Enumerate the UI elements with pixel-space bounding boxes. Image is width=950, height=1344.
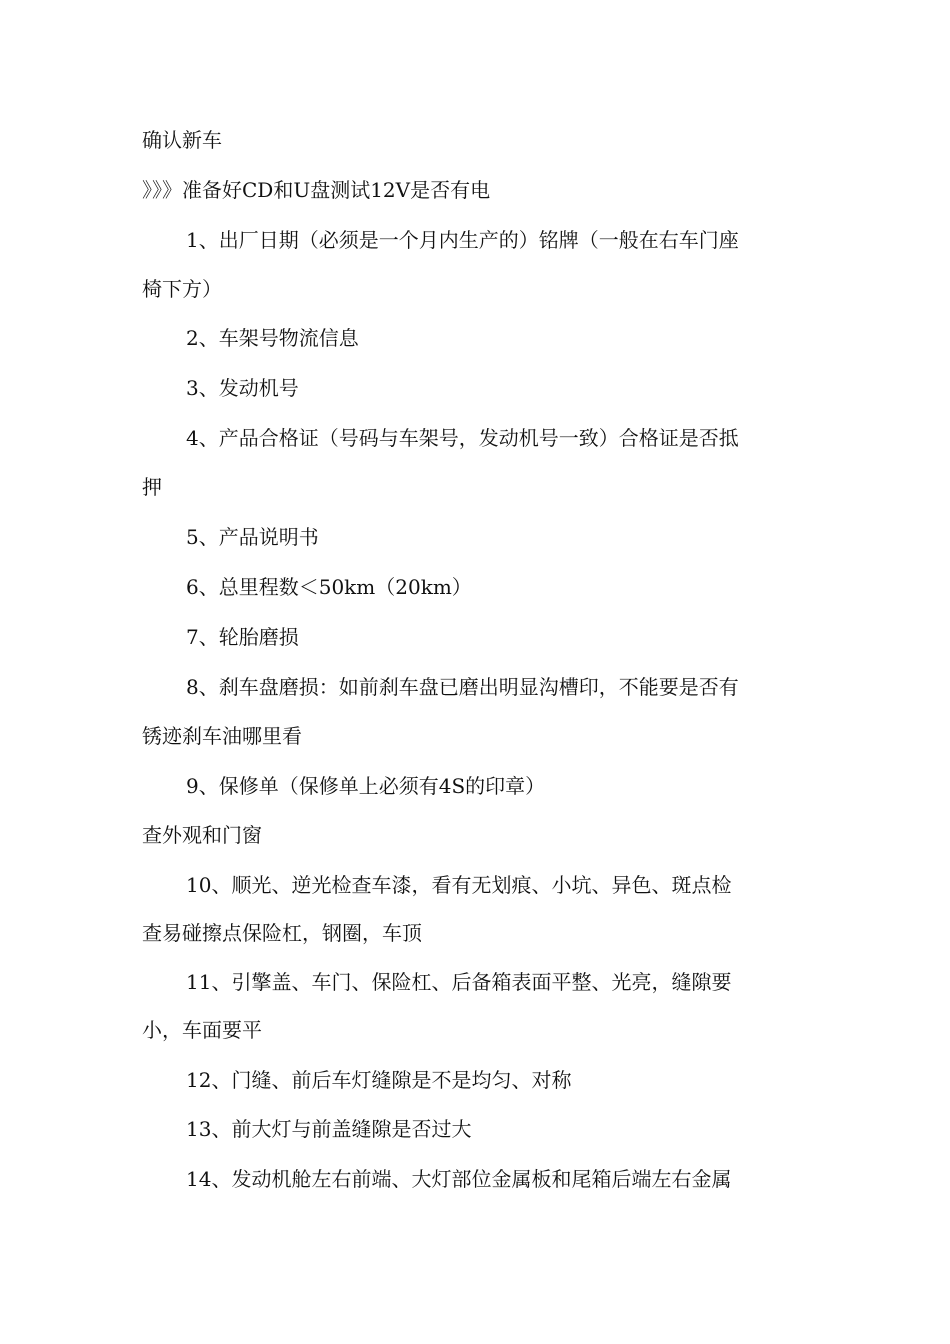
item-13: 13、前大灯与前盖缝隙是否过大 bbox=[186, 1117, 472, 1141]
item-8: 8、刹车盘磨损：如前刹车盘已磨出明显沟槽印，不能要是否有 bbox=[186, 675, 739, 699]
heading-confirm-new-car: 确认新车 bbox=[142, 128, 222, 152]
heading-exterior-check: 查外观和门窗 bbox=[142, 823, 262, 847]
item-7: 7、轮胎磨损 bbox=[186, 625, 299, 649]
item-3: 3、发动机号 bbox=[186, 376, 299, 400]
item-10: 10、顺光、逆光检查车漆，看有无划痕、小坑、异色、斑点检 bbox=[186, 873, 732, 897]
item-8-continued: 锈迹刹车油哪里看 bbox=[142, 724, 302, 748]
prep-note: 》》》准备好CD和U盘测试12V是否有电 bbox=[142, 178, 491, 202]
item-10-continued: 查易碰擦点保险杠，钢圈，车顶 bbox=[142, 921, 422, 945]
item-11-continued: 小，车面要平 bbox=[142, 1018, 262, 1042]
item-1-continued: 椅下方） bbox=[142, 277, 222, 301]
item-14: 14、发动机舱左右前端、大灯部位金属板和尾箱后端左右金属 bbox=[186, 1167, 732, 1191]
item-11: 11、引擎盖、车门、保险杠、后备箱表面平整、光亮，缝隙要 bbox=[186, 970, 732, 994]
item-12: 12、门缝、前后车灯缝隙是不是均匀、对称 bbox=[186, 1068, 572, 1092]
item-6: 6、总里程数＜50km（20km） bbox=[186, 575, 472, 599]
item-9: 9、保修单（保修单上必须有4S的印章） bbox=[186, 774, 546, 798]
item-4: 4、产品合格证（号码与车架号，发动机号一致）合格证是否抵 bbox=[186, 426, 739, 450]
item-4-continued: 押 bbox=[142, 475, 162, 499]
item-2: 2、车架号物流信息 bbox=[186, 326, 359, 350]
item-1: 1、出厂日期（必须是一个月内生产的）铭牌（一般在右车门座 bbox=[186, 228, 739, 252]
item-5: 5、产品说明书 bbox=[186, 525, 319, 549]
